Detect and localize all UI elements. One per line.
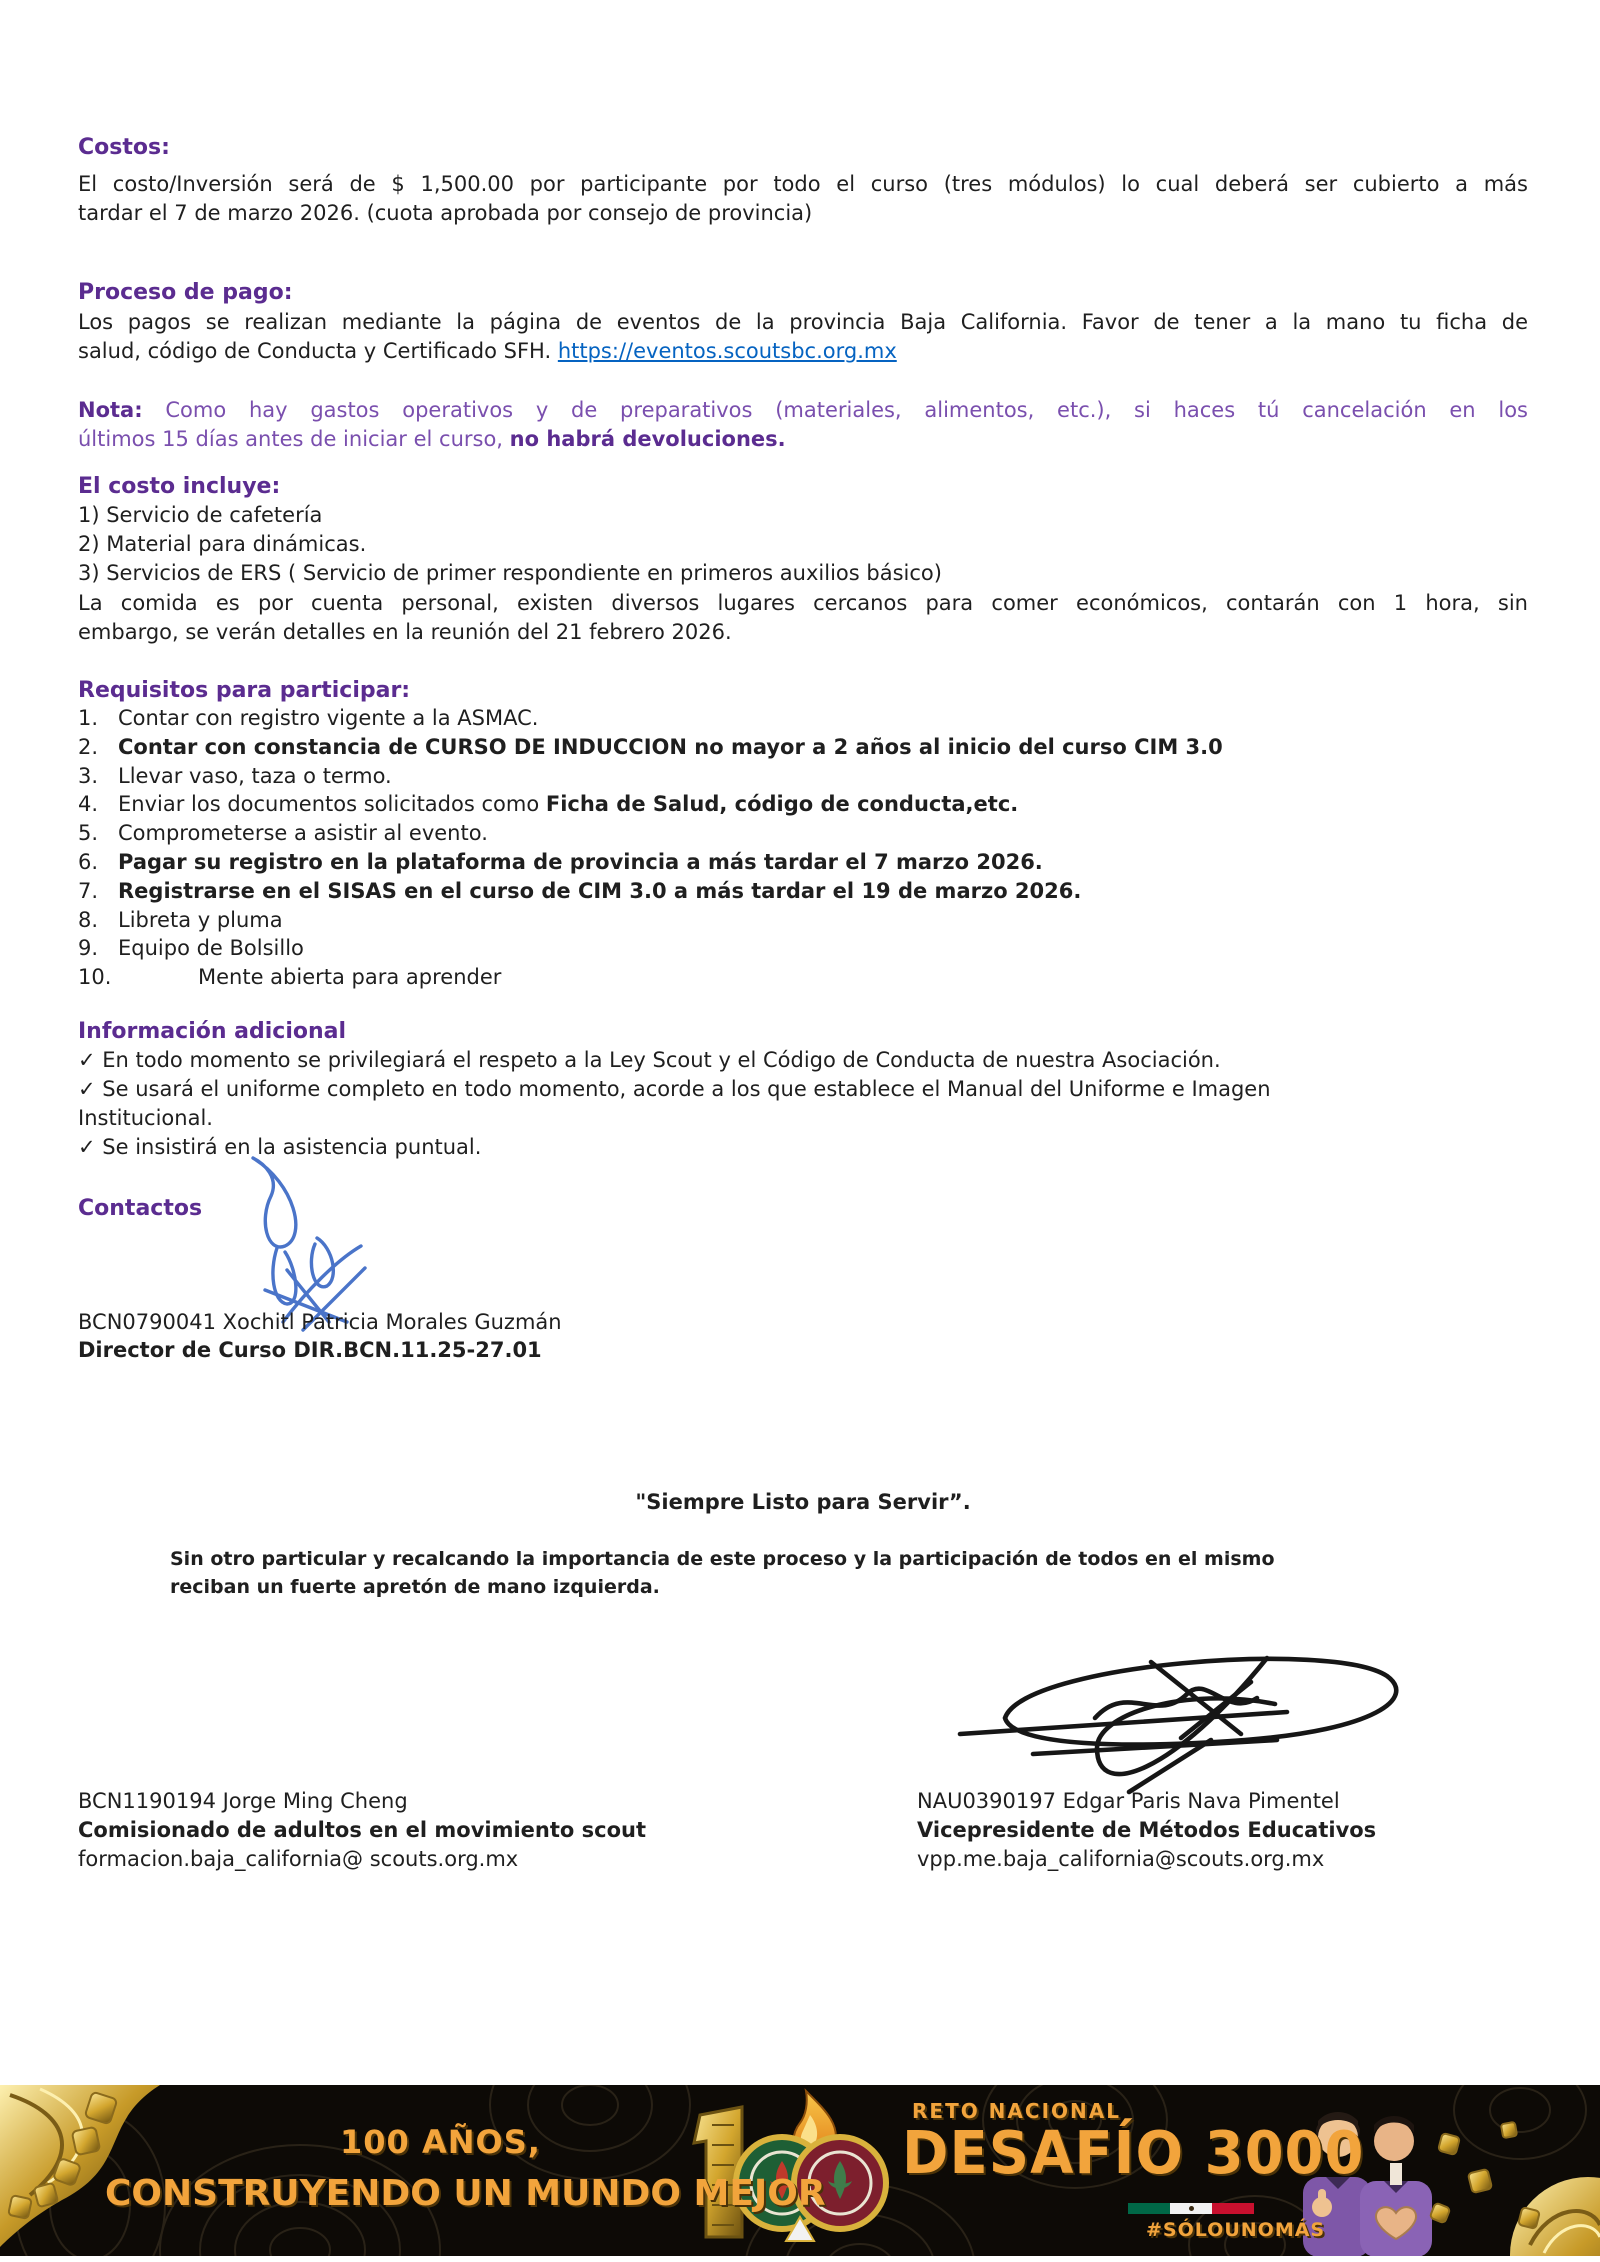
signature-block-left	[78, 1787, 858, 1874]
incluye-line-1: La comida es por cuenta personal, existen diversos lugares cercanos para comer económicos, contarán con 1 hora, sin	[78, 591, 1528, 615]
centenary-emblem	[694, 2091, 886, 2241]
contact-title: Director de Curso DIR.BCN.11.25-27.01	[78, 1338, 542, 1362]
events-link[interactable]: https://eventos.scoutsbc.org.mx	[557, 339, 897, 363]
list-item: 2) Material para dinámicas.	[78, 532, 367, 556]
nota-line-1	[78, 396, 1528, 425]
list-item: 7. Registrarse en el SISAS en el curso de CIM 3.0 a más tardar el 19 de marzo 2026.	[78, 878, 1082, 903]
list-item: 2. Contar con constancia de CURSO DE INDUCCION no mayor a 2 años al inicio del curso CIM 3.0	[78, 734, 1223, 759]
contactos-heading: Contactos	[78, 1196, 203, 1221]
signer-name: BCN1190194 Jorge Ming Cheng	[78, 1789, 408, 1813]
list-item: 10. Mente abierta para aprender	[78, 965, 502, 990]
checklist-item: ✓ Se usará el uniforme completo en todo momento, acorde a los que establece el Manual del Uniforme e Imagen	[78, 1077, 1271, 1101]
incluye-line-2: embargo, se verán detalles en la reunión del 21 febrero 2026.	[78, 620, 732, 644]
motto: "Siempre Listo para Servir”.	[635, 1490, 971, 1514]
nota-line-2	[78, 425, 1528, 454]
costos-line-2: tardar el 7 de marzo 2026. (cuota aprobada por consejo de provincia)	[78, 201, 813, 225]
banner-hashtag: #SÓLOUNOMÁS	[1146, 2219, 1326, 2241]
list-item: 3. Llevar vaso, taza o termo.	[78, 763, 392, 788]
banner-reto-nacional: RETO NACIONAL	[912, 2099, 1121, 2123]
list-item: 5. Comprometerse a asistir al evento.	[78, 821, 488, 846]
signer-email: formacion.baja_california@ scouts.org.mx	[78, 1847, 519, 1871]
closing-line-1: Sin otro particular y recalcando la importancia de este proceso y la participación de todos en el mismo	[170, 1548, 1275, 1570]
banner-construyendo: CONSTRUYENDO UN MUNDO MEJOR	[105, 2173, 826, 2214]
costos-heading: Costos:	[78, 135, 170, 160]
proceso-line-2	[78, 337, 1528, 366]
closing-paragraph	[170, 1545, 1550, 1601]
signer-name: NAU0390197 Edgar Paris Nava Pimentel	[917, 1789, 1340, 1813]
gold-dice-right	[1430, 2122, 1540, 2229]
closing-line-2: reciban un fuerte apretón de mano izquierda.	[170, 1576, 660, 1598]
requisitos-list	[78, 704, 1528, 992]
proceso-line-1: Los pagos se realizan mediante la página de eventos de la provincia Baja California. Favor de tener a la mano tu ficha de	[78, 310, 1528, 334]
proceso-line-2-text: salud, código de Conducta y Certificado SFH.	[78, 339, 558, 363]
info-heading: Información adicional	[78, 1019, 347, 1044]
banner-100-anos: 100 AÑOS,	[340, 2123, 541, 2161]
info-list	[78, 1046, 1528, 1162]
list-item: 9. Equipo de Bolsillo	[78, 936, 304, 961]
signature-block-right	[917, 1787, 1537, 1874]
requisitos-heading: Requisitos para participar:	[78, 678, 411, 703]
checklist-item-wrap: Institucional.	[78, 1106, 213, 1130]
mexico-flag-icon	[1128, 2203, 1254, 2214]
costos-line-1: El costo/Inversión será de $ 1,500.00 por participante por todo el curso (tres módulos) lo cual deberá ser cubierto a más	[78, 172, 1528, 196]
signature-black	[945, 1622, 1420, 1800]
incluye-heading: El costo incluye:	[78, 474, 281, 499]
contact-name: BCN0790041 Xochitl Patricia Morales Guzmán	[78, 1310, 562, 1334]
list-item: 1) Servicio de cafetería	[78, 503, 323, 527]
proceso-paragraph	[78, 308, 1528, 366]
list-item: 3) Servicios de ERS ( Servicio de primer respondiente en primeros auxilios básico)	[78, 561, 942, 585]
list-item: 8. Libreta y pluma	[78, 907, 283, 932]
proceso-heading: Proceso de pago:	[78, 280, 293, 305]
signer-email: vpp.me.baja_california@scouts.org.mx	[917, 1847, 1325, 1871]
nota-line-2-text: últimos 15 días antes de iniciar el curso,	[78, 427, 510, 451]
signer-title: Vicepresidente de Métodos Educativos	[917, 1818, 1377, 1842]
incluye-paragraph	[78, 589, 1528, 647]
nota-paragraph	[78, 396, 1528, 454]
incluye-list	[78, 501, 1528, 588]
list-item: 4. Enviar los documentos solicitados como Ficha de Salud, código de conducta,etc.	[78, 792, 1019, 817]
list-item: 6. Pagar su registro en la plataforma de provincia a más tardar el 7 marzo 2026.	[78, 849, 1043, 874]
banner-desafio-3000: DESAFÍO 3000	[902, 2119, 1365, 2188]
checklist-item: ✓ Se insistirá en la asistencia puntual.	[78, 1135, 482, 1159]
nota-line-1-text: Como hay gastos operativos y de preparativos (materiales, alimentos, etc.), si haces tú cancelación en los	[142, 398, 1528, 422]
checklist-item: ✓ En todo momento se privilegiará el respeto a la Ley Scout y el Código de Conducta de nuestra Asociación.	[78, 1048, 1221, 1072]
footer-banner	[0, 2085, 1600, 2256]
costos-paragraph	[78, 170, 1528, 228]
nota-label: Nota:	[78, 398, 143, 422]
signer-title: Comisionado de adultos en el movimiento scout	[78, 1818, 647, 1842]
list-item: 1. Contar con registro vigente a la ASMAC.	[78, 706, 539, 730]
nota-line-2-bold: no habrá devoluciones.	[509, 427, 786, 451]
